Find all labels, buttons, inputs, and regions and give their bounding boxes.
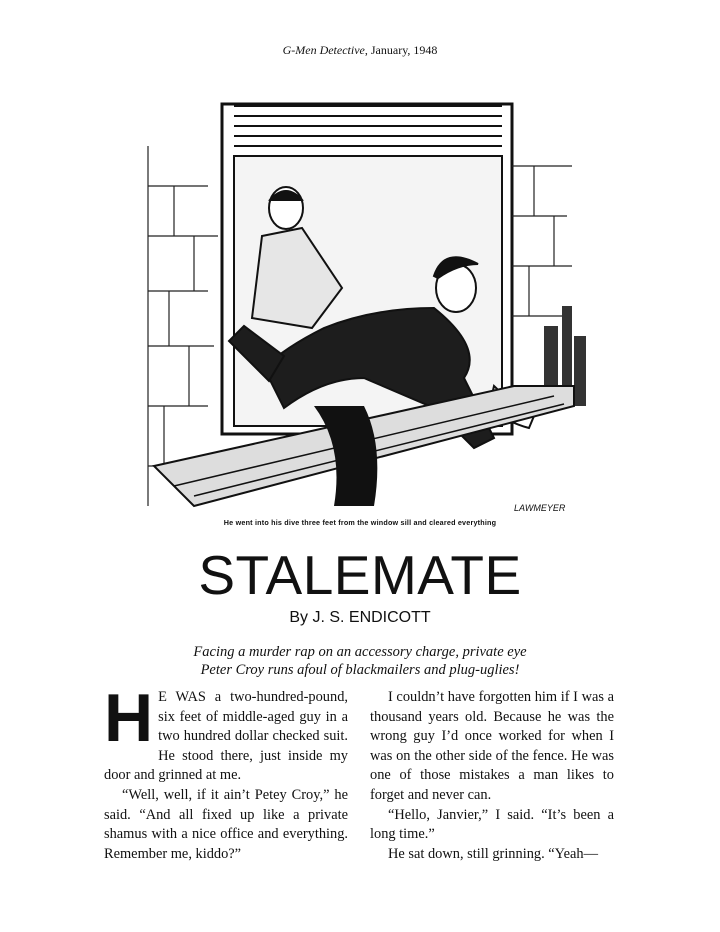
issue-date: , January, 1948 [364, 43, 438, 57]
story-deck [0, 643, 720, 679]
text-column-right [370, 688, 614, 864]
drop-cap: H [104, 680, 154, 756]
paragraph-5: He sat down, still grinning. “Yeah— [388, 845, 598, 862]
story-byline: By J. S. ENDICOTT [289, 609, 431, 626]
running-head [0, 43, 720, 58]
paragraph-1-text: E WAS a two-hundred-pound, six feet of middle-aged guy in a two hundred dollar checked suit. He stood there, just inside my door and grinned at me. [104, 689, 348, 784]
deck-line-2: Peter Croy runs afoul of blackmailers and plug-uglies! [200, 662, 520, 678]
deck-line-1: Facing a murder rap on an accessory charge, private eye [193, 644, 527, 660]
text-column-left [104, 680, 348, 864]
artist-signature: LAWMEYER [514, 503, 566, 513]
story-title: STALEMATE [198, 544, 522, 606]
paragraph-4: “Hello, Janvier,” I said. “It’s been a long time.” [370, 806, 614, 843]
paragraph-1 [104, 680, 348, 786]
story-illustration [134, 86, 588, 518]
magazine-name: G-Men Detective [282, 43, 365, 57]
illustration-caption: He went into his dive three feet from the window sill and cleared everything [223, 518, 497, 527]
paragraph-2: “Well, well, if it ain’t Petey Croy,” he said. “And all fixed up like a private shamus with a nice office and everything. Remember me, kiddo?” [104, 786, 348, 862]
paragraph-3: I couldn’t have forgotten him if I was a thousand years old. Because he was the wrong guy I’d once worked for when I was on the other side of the fence. He was one of those mistakes a man likes to forget and never can. [370, 689, 614, 803]
